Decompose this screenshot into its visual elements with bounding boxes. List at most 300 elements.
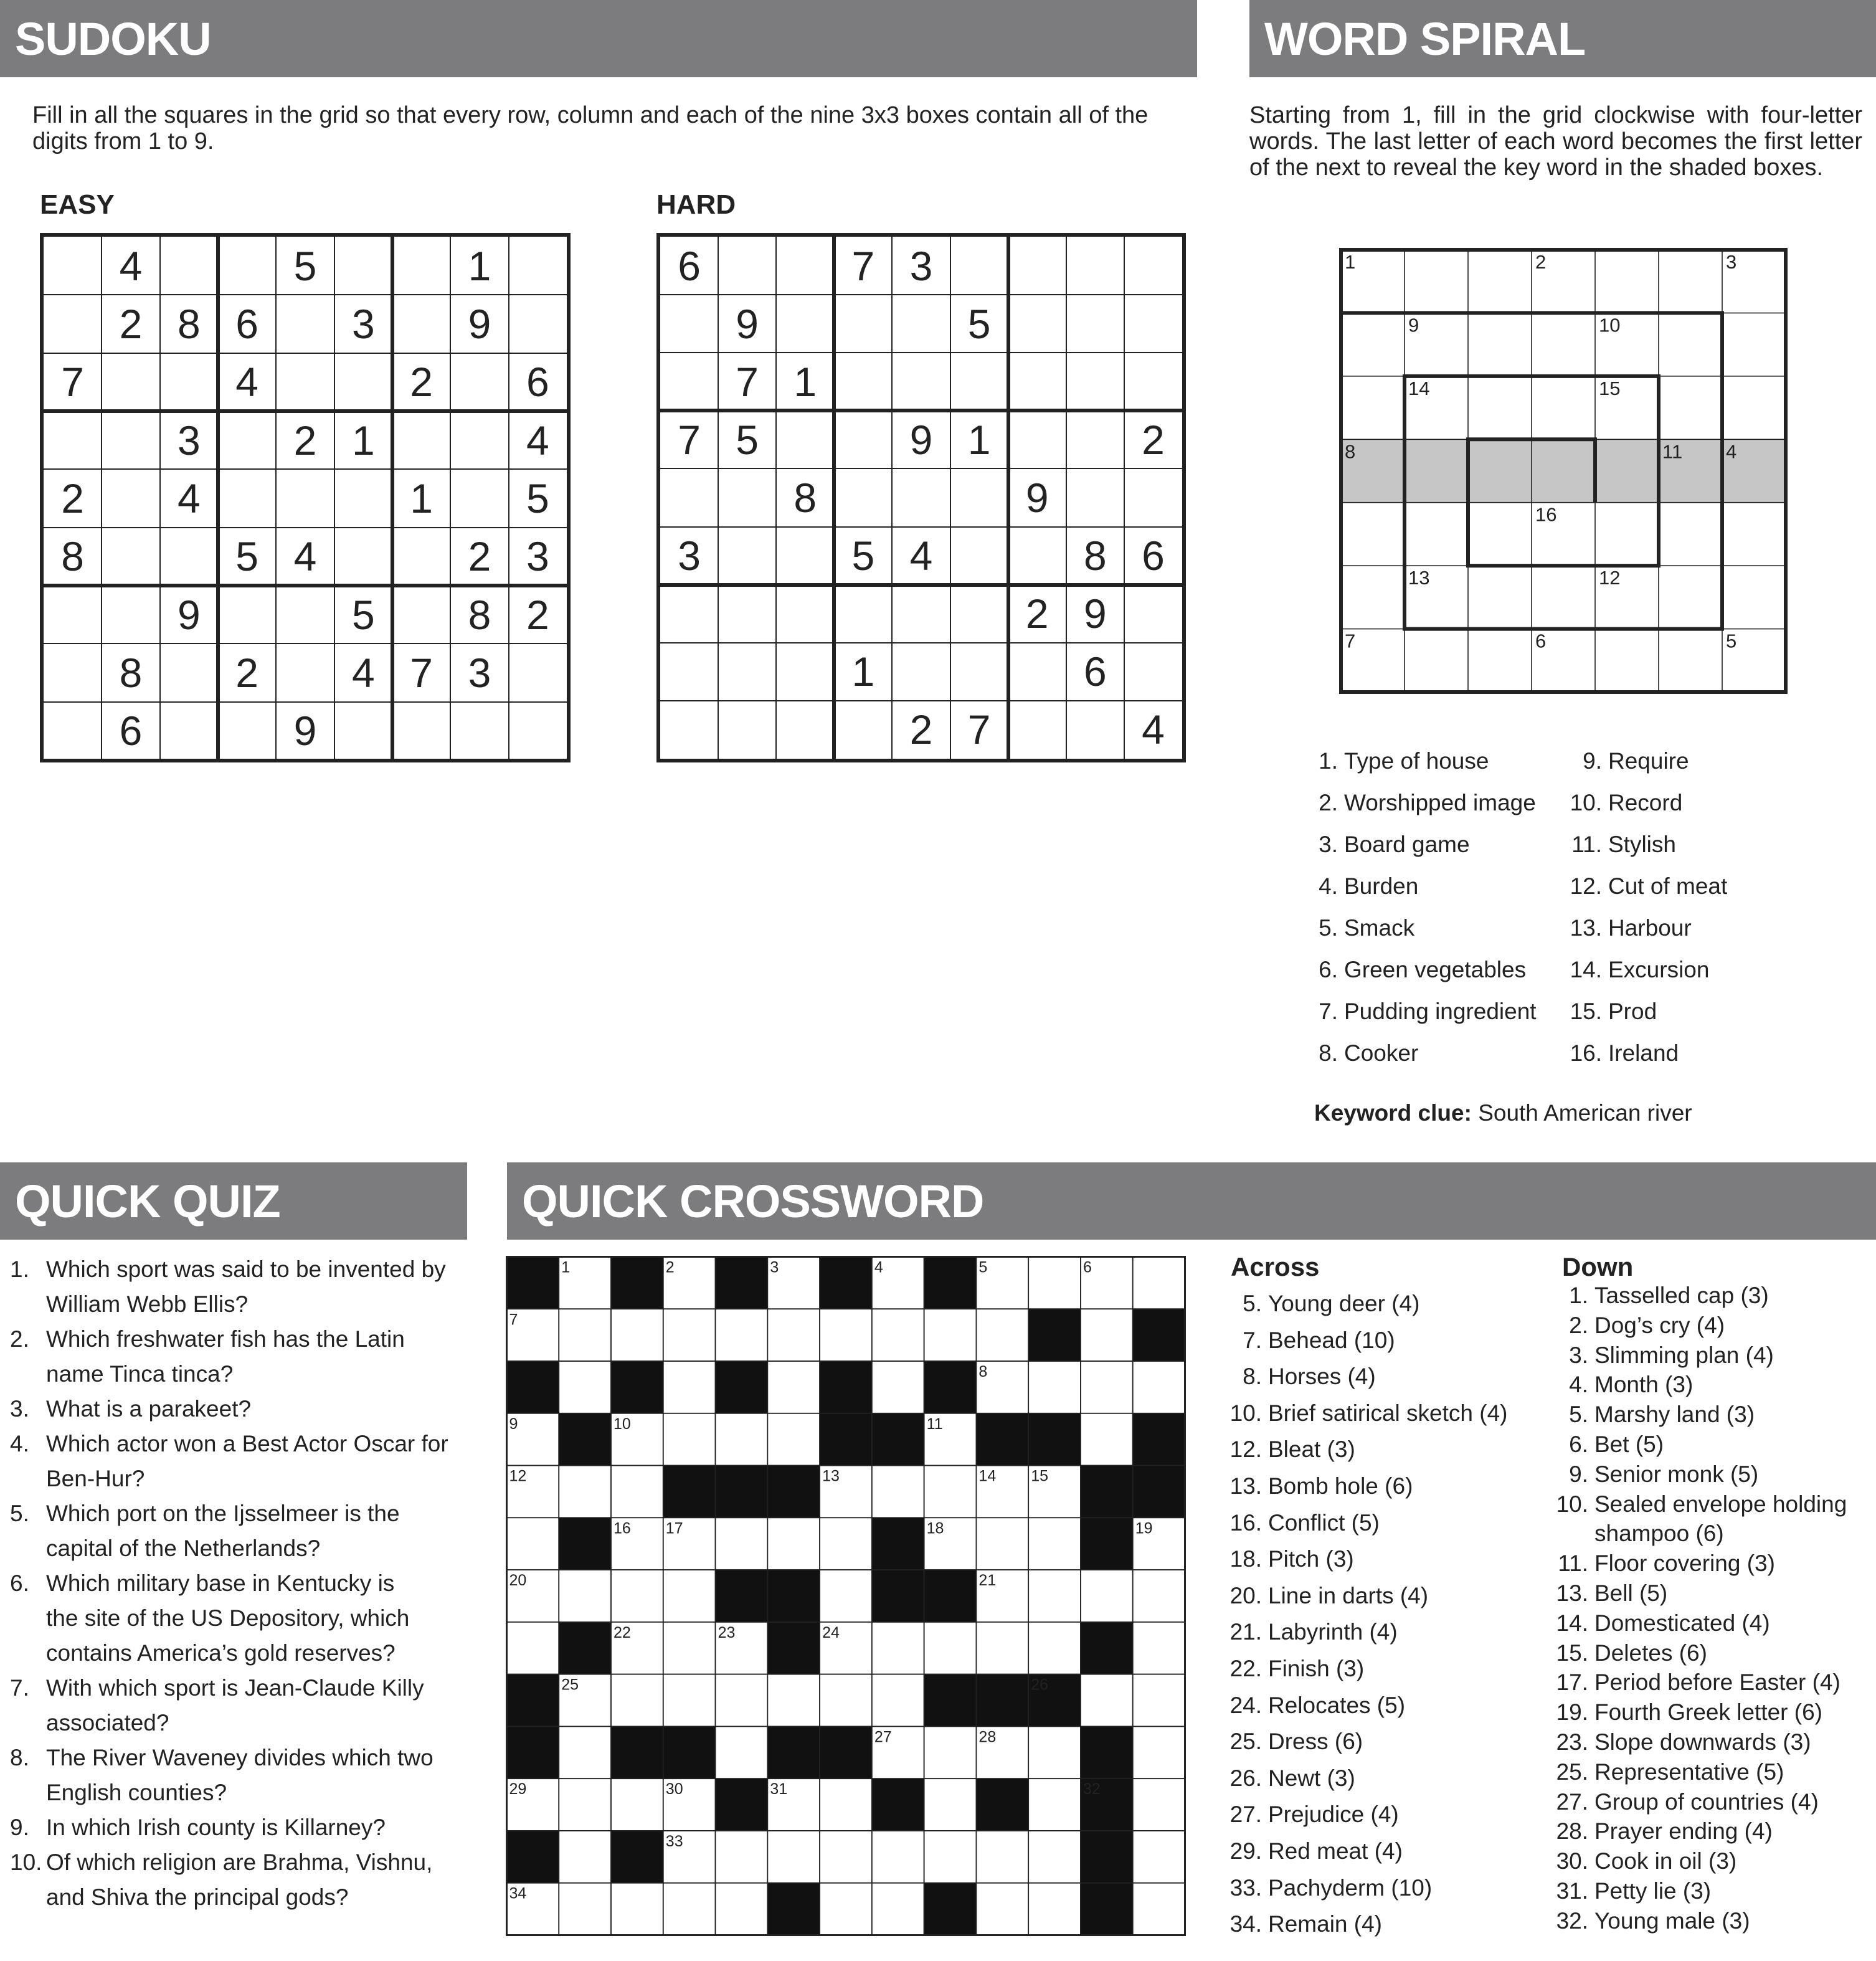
sudoku-empty-cell[interactable] [276,295,334,353]
crossword-white-square[interactable] [924,1726,977,1778]
crossword-white-square[interactable] [872,1883,924,1935]
sudoku-empty-cell[interactable] [950,585,1008,643]
crossword-white-square[interactable] [611,1309,663,1361]
quiz-question-line: capital of the Netherlands? [46,1536,321,1561]
crossword-white-square[interactable] [663,1622,716,1674]
down-clue-item [1556,1816,1847,1846]
sudoku-empty-cell[interactable] [276,469,334,527]
spiral-clue-item [1313,949,1537,990]
sudoku-empty-cell[interactable] [950,353,1008,411]
quiz-question-line: name Tinca tinca? [46,1361,234,1387]
down-clue-line: Slimming plan (4) [1594,1342,1774,1368]
crossword-white-square[interactable] [1133,1674,1185,1727]
sudoku-empty-cell[interactable] [776,237,834,295]
sudoku-given-digit: 9 [909,416,933,463]
sudoku-empty-cell[interactable] [834,468,892,526]
sudoku-given-digit: 7 [678,416,701,463]
sudoku-empty-cell[interactable] [950,468,1008,526]
sudoku-empty-cell[interactable] [218,469,276,527]
crossword-white-square[interactable] [611,1778,663,1831]
crossword-white-square[interactable] [767,1517,820,1570]
sudoku-empty-cell[interactable] [834,353,892,411]
sudoku-empty-cell[interactable] [44,643,102,701]
crossword-white-square[interactable] [820,1674,872,1727]
sudoku-empty-cell[interactable] [44,237,102,295]
quiz-question-line: Which sport was said to be invented by [46,1256,446,1282]
sudoku-empty-cell[interactable] [1124,585,1182,643]
spiral-clue-item [1570,907,1727,949]
crossword-white-square[interactable] [924,1309,977,1361]
sudoku-empty-cell[interactable] [950,643,1008,701]
crossword-black-square [663,1466,716,1518]
crossword-clue-number: 12 [509,1467,527,1485]
sudoku-empty-cell[interactable] [218,237,276,295]
crossword-white-square[interactable] [716,1726,768,1778]
crossword-black-square [976,1674,1028,1727]
sudoku-empty-cell[interactable] [392,411,450,469]
across-clue-text: Bleat (3) [1268,1436,1355,1463]
sudoku-empty-cell[interactable] [334,237,392,295]
crossword-black-square [924,1570,977,1622]
across-clue-item [1229,1797,1508,1833]
crossword-clue-number: 3 [770,1258,779,1276]
crossword-white-square[interactable] [559,1831,611,1883]
sudoku-empty-cell[interactable] [892,295,950,353]
down-clue-number: 11. [1558,1550,1588,1577]
sudoku-empty-cell[interactable] [776,295,834,353]
sudoku-empty-cell[interactable] [44,702,102,760]
sudoku-empty-cell[interactable] [160,528,218,586]
sudoku-empty-cell[interactable] [718,527,776,585]
word-spiral-banner [1249,0,1876,77]
sudoku-given-digit: 7 [736,358,759,405]
down-clue-line: Representative (5) [1594,1759,1784,1785]
crossword-white-square[interactable] [820,1883,872,1935]
crossword-white-square[interactable] [663,1674,716,1727]
crossword-white-square[interactable] [1133,1622,1185,1674]
crossword-white-square[interactable] [507,1517,559,1570]
sudoku-empty-cell[interactable] [392,586,450,643]
spiral-clue-number: 15. [1570,999,1602,1024]
crossword-white-square[interactable] [976,1309,1028,1361]
sudoku-empty-cell[interactable] [660,643,718,701]
crossword-white-square[interactable] [716,1831,768,1883]
sudoku-empty-cell[interactable] [44,295,102,353]
quick-quiz-questions [10,1252,471,1915]
sudoku-empty-cell[interactable] [776,643,834,701]
crossword-white-square[interactable] [663,1361,716,1413]
crossword-white-square[interactable] [872,1622,924,1674]
down-clue-number: 23. [1556,1729,1588,1755]
sudoku-empty-cell[interactable] [450,469,508,527]
across-clue-item [1229,1688,1508,1724]
spiral-clue-number: 5 [1726,630,1737,652]
sudoku-empty-cell[interactable] [718,701,776,759]
sudoku-empty-cell[interactable] [160,237,218,295]
down-clue-number: 27. [1556,1788,1588,1815]
sudoku-empty-cell[interactable] [218,586,276,643]
sudoku-empty-cell[interactable] [834,585,892,643]
sudoku-empty-cell[interactable] [718,643,776,701]
sudoku-empty-cell[interactable] [1124,295,1182,353]
down-clue-line: Bell (5) [1594,1580,1668,1606]
sudoku-given-digit: 2 [293,417,317,463]
crossword-black-square [611,1361,663,1413]
crossword-white-square[interactable] [1133,1361,1185,1413]
sudoku-empty-cell[interactable] [218,702,276,760]
spiral-clue-number: 13 [1408,567,1430,589]
spiral-clue-number: 12 [1599,567,1621,589]
crossword-white-square[interactable] [1081,1413,1133,1466]
sudoku-empty-cell[interactable] [509,237,567,295]
sudoku-empty-cell[interactable] [776,411,834,468]
sudoku-given-digit: 1 [410,475,433,521]
spiral-clue-number: 1 [1345,251,1356,273]
crossword-clue-number: 27 [874,1728,892,1746]
sudoku-empty-cell[interactable] [392,237,450,295]
crossword-black-square [1081,1831,1133,1883]
crossword-black-square [611,1257,663,1309]
crossword-white-square[interactable] [1028,1778,1081,1831]
crossword-white-square[interactable] [559,1726,611,1778]
sudoku-empty-cell[interactable] [160,702,218,760]
down-clue-item [1556,1906,1847,1936]
crossword-white-square[interactable] [872,1466,924,1518]
sudoku-empty-cell[interactable] [892,643,950,701]
across-clue-text: Pitch (3) [1268,1546,1354,1572]
sudoku-empty-cell[interactable] [102,411,159,469]
crossword-white-square[interactable] [1081,1570,1133,1622]
crossword-white-square[interactable] [1028,1257,1081,1309]
crossword-white-square[interactable] [716,1674,768,1727]
sudoku-empty-cell[interactable] [718,237,776,295]
crossword-white-square[interactable] [976,1517,1028,1570]
crossword-white-square[interactable] [663,1309,716,1361]
spiral-clue-text: Board game [1344,832,1470,857]
crossword-white-square[interactable] [872,1309,924,1361]
crossword-white-square[interactable] [611,1674,663,1727]
sudoku-empty-cell[interactable] [1066,701,1124,759]
down-heading: Down [1562,1252,1634,1281]
spiral-clue-text: Pudding ingredient [1344,999,1537,1024]
crossword-black-square [1081,1622,1133,1674]
sudoku-empty-cell[interactable] [776,585,834,643]
down-clue-item [1556,1460,1847,1489]
sudoku-empty-cell[interactable] [1066,353,1124,411]
sudoku-empty-cell[interactable] [892,585,950,643]
crossword-white-square[interactable] [767,1309,820,1361]
down-clue-text [1594,1549,1775,1579]
sudoku-given-digit: 5 [851,533,875,579]
crossword-black-square [1081,1726,1133,1778]
crossword-black-square [716,1361,768,1413]
crossword-white-square[interactable] [820,1309,872,1361]
sudoku-empty-cell[interactable] [1066,237,1124,295]
across-clue-item [1229,1322,1508,1359]
quiz-question [10,1392,471,1427]
sudoku-empty-cell[interactable] [1124,468,1182,526]
crossword-white-square[interactable] [1028,1570,1081,1622]
crossword-black-square [559,1622,611,1674]
across-clue-number: 21. [1229,1619,1262,1645]
sudoku-empty-cell[interactable] [950,237,1008,295]
sudoku-empty-cell[interactable] [776,701,834,759]
sudoku-empty-cell[interactable] [160,353,218,411]
crossword-white-square[interactable] [1028,1883,1081,1935]
crossword-white-square[interactable] [767,1674,820,1727]
crossword-white-square[interactable] [872,1674,924,1727]
crossword-clue-number: 4 [874,1258,883,1276]
crossword-white-square[interactable] [1133,1257,1185,1309]
sudoku-empty-cell[interactable] [834,295,892,353]
sudoku-empty-cell[interactable] [218,411,276,469]
crossword-white-square[interactable] [1133,1726,1185,1778]
quiz-question-text [46,1740,471,1810]
crossword-white-square[interactable] [1028,1622,1081,1674]
crossword-white-square[interactable] [1133,1778,1185,1831]
down-clue-text [1594,1816,1773,1846]
word-spiral-clues-right [1570,740,1727,1074]
crossword-white-square[interactable] [820,1570,872,1622]
crossword-black-square [872,1778,924,1831]
spiral-clue-text: Burden [1344,873,1419,899]
sudoku-empty-cell[interactable] [660,701,718,759]
sudoku-empty-cell[interactable] [892,468,950,526]
crossword-white-square[interactable] [663,1570,716,1622]
down-clue-text [1594,1281,1769,1311]
crossword-white-square[interactable] [611,1883,663,1935]
crossword-black-square [976,1778,1028,1831]
crossword-white-square[interactable] [507,1622,559,1674]
down-clue-text [1594,1489,1847,1549]
sudoku-empty-cell[interactable] [1124,353,1182,411]
sudoku-empty-cell[interactable] [1008,237,1066,295]
crossword-white-square[interactable] [1028,1361,1081,1413]
sudoku-empty-cell[interactable] [1008,643,1066,701]
down-clue-line: Sealed envelope holding [1594,1491,1847,1517]
sudoku-empty-cell[interactable] [276,586,334,643]
crossword-white-square[interactable] [924,1778,977,1831]
across-clue-text: Bomb hole (6) [1268,1473,1413,1499]
sudoku-given-digit: 4 [909,533,933,579]
sudoku-given-digit: 9 [1083,591,1107,637]
crossword-white-square[interactable] [820,1778,872,1831]
crossword-black-square [872,1413,924,1466]
sudoku-empty-cell[interactable] [1066,295,1124,353]
sudoku-empty-cell[interactable] [276,353,334,411]
quiz-question [10,1566,471,1671]
crossword-white-square[interactable] [611,1466,663,1518]
sudoku-empty-cell[interactable] [334,528,392,586]
crossword-black-square [611,1726,663,1778]
across-clue-item [1229,1359,1508,1395]
sudoku-empty-cell[interactable] [450,411,508,469]
sudoku-empty-cell[interactable] [450,353,508,411]
spiral-clue-text: Record [1608,790,1683,815]
down-clue-number: 17. [1556,1669,1588,1696]
easy-label: EASY [40,189,115,220]
crossword-white-square[interactable] [976,1831,1028,1883]
sudoku-empty-cell[interactable] [660,468,718,526]
crossword-white-square[interactable] [1081,1309,1133,1361]
across-clue-item [1229,1578,1508,1615]
sudoku-empty-cell[interactable] [276,643,334,701]
sudoku-empty-cell[interactable] [509,295,567,353]
across-clue-text: Brief satirical sketch (4) [1268,1400,1508,1426]
sudoku-empty-cell[interactable] [834,411,892,468]
sudoku-empty-cell[interactable] [392,295,450,353]
sudoku-given-digit: 2 [1142,416,1165,463]
sudoku-empty-cell[interactable] [1008,411,1066,468]
crossword-white-square[interactable] [820,1517,872,1570]
crossword-black-square [716,1778,768,1831]
sudoku-empty-cell[interactable] [102,353,159,411]
crossword-white-square[interactable] [559,1466,611,1518]
down-clue-number: 9. [1569,1461,1588,1487]
sudoku-given-digit: 1 [967,416,991,463]
crossword-white-square[interactable] [872,1831,924,1883]
quiz-question-text [46,1322,471,1392]
sudoku-empty-cell[interactable] [1008,295,1066,353]
crossword-white-square[interactable] [976,1622,1028,1674]
crossword-white-square[interactable] [716,1883,768,1935]
sudoku-empty-cell[interactable] [102,469,159,527]
sudoku-given-digit: 7 [410,649,433,696]
crossword-clue-number: 21 [978,1572,997,1590]
sudoku-empty-cell[interactable] [102,586,159,643]
crossword-white-square[interactable] [872,1361,924,1413]
sudoku-empty-cell[interactable] [892,353,950,411]
crossword-white-square[interactable] [924,1466,977,1518]
sudoku-empty-cell[interactable] [660,585,718,643]
sudoku-empty-cell[interactable] [509,702,567,760]
sudoku-given-digit: 1 [351,417,375,463]
sudoku-empty-cell[interactable] [160,643,218,701]
crossword-white-square[interactable] [1133,1883,1185,1935]
down-clue-item [1556,1549,1847,1579]
sudoku-empty-cell[interactable] [1008,527,1066,585]
sudoku-empty-cell[interactable] [1008,353,1066,411]
crossword-white-square[interactable] [716,1517,768,1570]
sudoku-empty-cell[interactable] [392,528,450,586]
crossword-white-square[interactable] [1081,1361,1133,1413]
sudoku-empty-cell[interactable] [392,702,450,760]
sudoku-empty-cell[interactable] [718,468,776,526]
quiz-question-line: Of which religion are Brahma, Vishnu, [46,1849,433,1875]
crossword-white-square[interactable] [767,1413,820,1466]
crossword-white-square[interactable] [1028,1831,1081,1883]
sudoku-empty-cell[interactable] [718,585,776,643]
sudoku-empty-cell[interactable] [450,702,508,760]
crossword-white-square[interactable] [924,1831,977,1883]
down-clue-item [1556,1311,1847,1341]
crossword-white-square[interactable] [559,1361,611,1413]
crossword-white-square[interactable] [559,1778,611,1831]
down-clue-item [1556,1876,1847,1906]
down-clue-item [1556,1697,1847,1727]
down-clue-line: Deletes (6) [1594,1640,1707,1666]
sudoku-instructions: Fill in all the squares in the grid so that every row, column and each of the nine 3x3 boxes contain all of the digits from 1 to 9. [32,102,1149,154]
spiral-clue-number: 15 [1599,377,1621,399]
sudoku-empty-cell[interactable] [1066,411,1124,468]
crossword-white-square[interactable] [767,1361,820,1413]
sudoku-empty-cell[interactable] [44,411,102,469]
sudoku-empty-cell[interactable] [1008,701,1066,759]
crossword-white-square[interactable] [559,1309,611,1361]
sudoku-empty-cell[interactable] [334,469,392,527]
crossword-white-square[interactable] [976,1883,1028,1935]
across-clue-item [1229,1906,1508,1943]
sudoku-empty-cell[interactable] [102,528,159,586]
crossword-white-square[interactable] [1028,1517,1081,1570]
sudoku-empty-cell[interactable] [1066,468,1124,526]
spiral-clue-item [1313,824,1537,865]
crossword-white-square[interactable] [716,1413,768,1466]
sudoku-empty-cell[interactable] [334,702,392,760]
sudoku-given-digit: 1 [794,358,817,405]
sudoku-given-digit: 3 [468,649,491,696]
sudoku-given-digit: 4 [119,242,143,289]
crossword-white-square[interactable] [1133,1570,1185,1622]
crossword-white-square[interactable] [611,1570,663,1622]
quiz-question-line: Ben-Hur? [46,1466,145,1491]
spiral-clue-text: Worshipped image [1344,790,1536,815]
crossword-white-square[interactable] [1028,1726,1081,1778]
crossword-white-square[interactable] [716,1309,768,1361]
sudoku-empty-cell[interactable] [950,527,1008,585]
across-clue-number: 25. [1229,1729,1262,1755]
spiral-clue-item [1570,740,1727,782]
sudoku-empty-cell[interactable] [44,586,102,643]
crossword-white-square[interactable] [559,1883,611,1935]
sudoku-empty-cell[interactable] [660,295,718,353]
crossword-white-square[interactable] [924,1622,977,1674]
sudoku-given-digit: 2 [526,591,549,638]
sudoku-given-digit: 5 [526,475,549,521]
crossword-white-square[interactable] [1081,1674,1133,1727]
across-clue-number: 29. [1229,1838,1262,1864]
quiz-question-line: With which sport is Jean-Claude Killy [46,1675,424,1701]
across-clue-item [1229,1468,1508,1505]
sudoku-empty-cell[interactable] [660,353,718,411]
across-clue-number: 18. [1229,1546,1262,1572]
crossword-black-square [507,1361,559,1413]
sudoku-empty-cell[interactable] [1124,643,1182,701]
sudoku-empty-cell[interactable] [834,701,892,759]
crossword-white-square[interactable] [559,1570,611,1622]
sudoku-empty-cell[interactable] [1124,237,1182,295]
crossword-white-square[interactable] [1133,1831,1185,1883]
down-clue-text [1594,1608,1770,1638]
sudoku-empty-cell[interactable] [334,353,392,411]
sudoku-given-digit: 4 [293,533,317,580]
sudoku-given-digit: 2 [1025,591,1049,637]
crossword-white-square[interactable] [663,1883,716,1935]
quiz-question-line: The River Waveney divides which two [46,1745,433,1770]
quiz-question-line: Which port on the Ijsselmeer is the [46,1501,400,1526]
sudoku-empty-cell[interactable] [776,527,834,585]
sudoku-given-digit: 4 [177,475,201,521]
sudoku-given-digit: 8 [119,649,143,696]
crossword-white-square[interactable] [820,1831,872,1883]
crossword-white-square[interactable] [663,1413,716,1466]
across-clue-item [1229,1541,1508,1578]
sudoku-given-digit: 8 [468,591,491,638]
down-clues [1556,1281,1847,1936]
sudoku-empty-cell[interactable] [509,643,567,701]
crossword-white-square[interactable] [767,1831,820,1883]
crossword-black-square [976,1413,1028,1466]
